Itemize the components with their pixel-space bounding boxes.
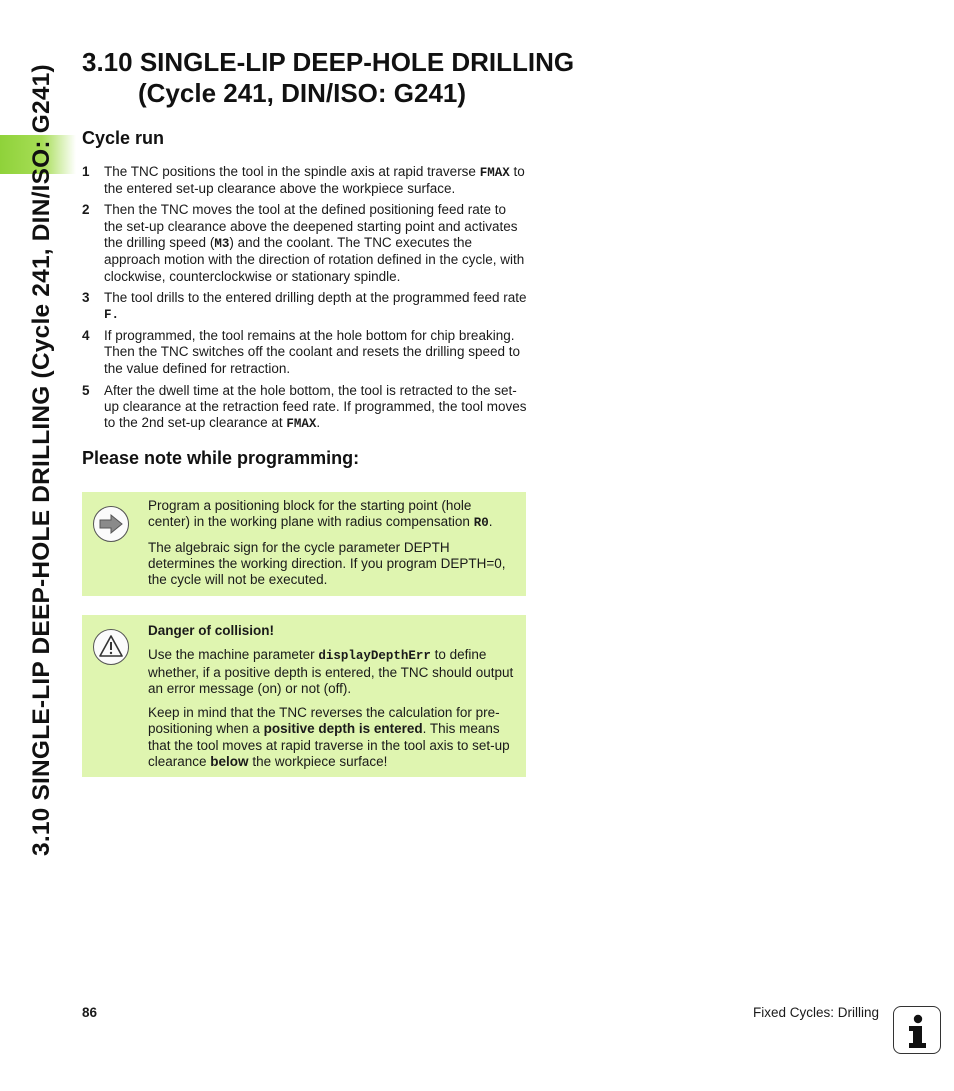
warning-paragraph-1: Use the machine parameter displayDepthErr to define whether, if a positive depth is entered, the TNC should output an error message (on) or not (off). [148, 647, 514, 696]
cycle-steps-list [82, 164, 527, 437]
chapter-name: Fixed Cycles: Drilling [753, 1005, 880, 1020]
list-item [82, 164, 527, 198]
tip-note-box [82, 492, 526, 596]
step-number: 1 [82, 164, 90, 179]
tip-paragraph-2: The algebraic sign for the cycle parameter DEPTH determines the working direction. If you program DEPTH=0, the cycle will not be executed. [148, 539, 506, 588]
list-item [82, 328, 527, 378]
warning-title: Danger of collision! [148, 623, 275, 638]
info-icon [893, 1006, 941, 1054]
list-item [82, 383, 527, 433]
step-text: The TNC positions the tool in the spindle axis at rapid traverse FMAX to the entered set-up clearance above the workpiece surface. [104, 164, 525, 197]
step-text: Then the TNC moves the tool at the defined positioning feed rate to the set-up clearance above the deepened starting point and activates the drilling speed (M3) and the coolant. The TNC executes the approach motion with the direction of rotation defined in the cycle, with clockwise, counterclockwise or stationary spindle. [104, 202, 525, 284]
step-text: The tool drills to the entered drilling depth at the programmed feed rate F. [104, 289, 527, 322]
side-running-title: 3.10 SINGLE-LIP DEEP-HOLE DRILLING (Cycle 241, DIN/ISO: G241) [28, 64, 55, 856]
step-number: 2 [82, 202, 90, 218]
step-text: After the dwell time at the hole bottom, the tool is retracted to the set-up clearance at the retraction feed rate. If programmed, the tool moves to the 2nd set-up clearance at FMAX. [104, 382, 527, 432]
warning-paragraph-2: Keep in mind that the TNC reverses the calculation for pre-positioning when a positive depth is entered. This means that the tool moves at rapid traverse in the tool axis to set-up clearance below the workpiece surface! [148, 705, 510, 770]
step-text: If programmed, the tool remains at the hole bottom for chip breaking. Then the TNC switches off the coolant and resets the drilling speed to the value defined for retraction. [104, 328, 520, 376]
tip-paragraph-1: Program a positioning block for the starting point (hole center) in the working plane with radius compensation R0. [148, 498, 493, 531]
title-line-2: (Cycle 241, DIN/ISO: G241) [138, 78, 467, 108]
page-title [82, 47, 574, 109]
page-number: 86 [82, 1005, 98, 1020]
step-number: 4 [82, 328, 90, 344]
step-number: 5 [82, 382, 90, 398]
programming-notes-heading: Please note while programming: [82, 448, 360, 468]
cycle-run-heading: Cycle run [82, 128, 165, 148]
list-item [82, 202, 527, 284]
step-number: 3 [82, 289, 90, 305]
list-item [82, 290, 527, 324]
warning-icon [93, 629, 129, 665]
warning-note-box [82, 615, 526, 777]
title-line-1: 3.10 SINGLE-LIP DEEP-HOLE DRILLING [82, 47, 575, 77]
arrow-right-icon [93, 506, 129, 542]
